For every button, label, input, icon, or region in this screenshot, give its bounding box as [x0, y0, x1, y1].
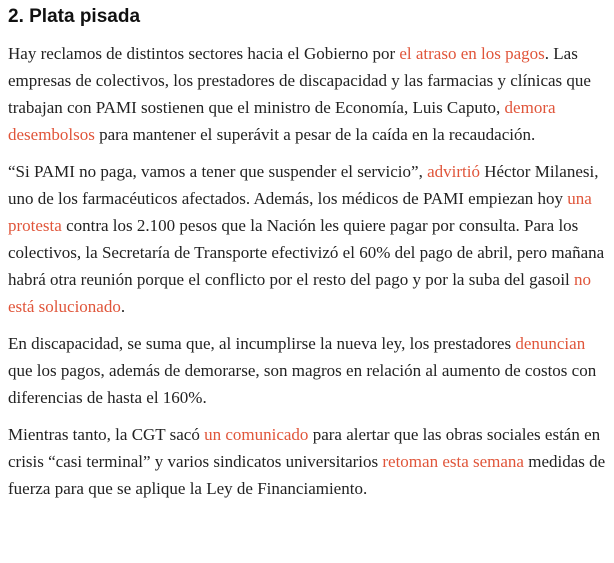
- paragraph-text: En discapacidad, se suma que, al incumplirse la nueva ley, los prestadores: [8, 334, 516, 353]
- link-demora-desembolsos[interactable]: demora desembolsos: [8, 98, 556, 144]
- paragraph-text: “Si PAMI no paga, vamos a tener que suspender el servicio”,: [8, 162, 428, 181]
- paragraph-text: para mantener el superávit a pesar de la caída en la recaudación.: [94, 125, 536, 144]
- paragraph-text: Héctor Milanesi, uno de los farmacéuticos afectados. Además, los médicos de PAMI empiezan hoy: [8, 162, 599, 208]
- paragraph-text: que los pagos, además de demorarse, son magros en relación al aumento de costos con diferencias de hasta el 160%.: [8, 361, 597, 407]
- paragraph-text: .: [120, 297, 126, 316]
- paragraph-text: Hay reclamos de distintos sectores hacia el Gobierno por: [8, 44, 400, 63]
- paragraph-text: . Las empresas de colectivos, los prestadores de discapacidad y las farmacias y clínicas que trabajan con PAMI sostienen que el ministro de Economía, Luis Caputo,: [8, 44, 591, 117]
- link-denuncian[interactable]: denuncian: [515, 334, 586, 353]
- paragraph-text: Mientras tanto, la CGT sacó: [8, 425, 205, 444]
- section-heading: 2. Plata pisada: [8, 6, 141, 27]
- paragraph-discapacidad: [8, 330, 606, 411]
- paragraph-text: para alertar que las obras sociales están en crisis “casi terminal” y varios sindicatos universitarios: [8, 425, 601, 471]
- link-atraso-pagos[interactable]: el atraso en los pagos: [399, 44, 545, 63]
- link-no-solucionado[interactable]: no está solucionado: [8, 270, 592, 316]
- paragraph-payment-delays: [8, 40, 606, 148]
- link-una-protesta[interactable]: una protesta: [8, 189, 592, 235]
- paragraph-pami-quote: [8, 158, 606, 320]
- link-un-comunicado[interactable]: un comunicado: [204, 425, 309, 444]
- link-retoman-semana[interactable]: retoman esta semana: [382, 452, 524, 471]
- paragraph-cgt: [8, 421, 606, 502]
- paragraph-text: medidas de fuerza para que se aplique la Ley de Financiamiento.: [8, 452, 606, 498]
- paragraph-text: contra los 2.100 pesos que la Nación les quiere pagar por consulta. Para los colectivos, la Secretaría de Transporte efectivizó el 60% del pago de abril, pero mañana habrá otra reunión porque el conflicto por el resto del pago y por la suba del gasoil: [8, 216, 605, 289]
- link-advirtio[interactable]: advirtió: [427, 162, 480, 181]
